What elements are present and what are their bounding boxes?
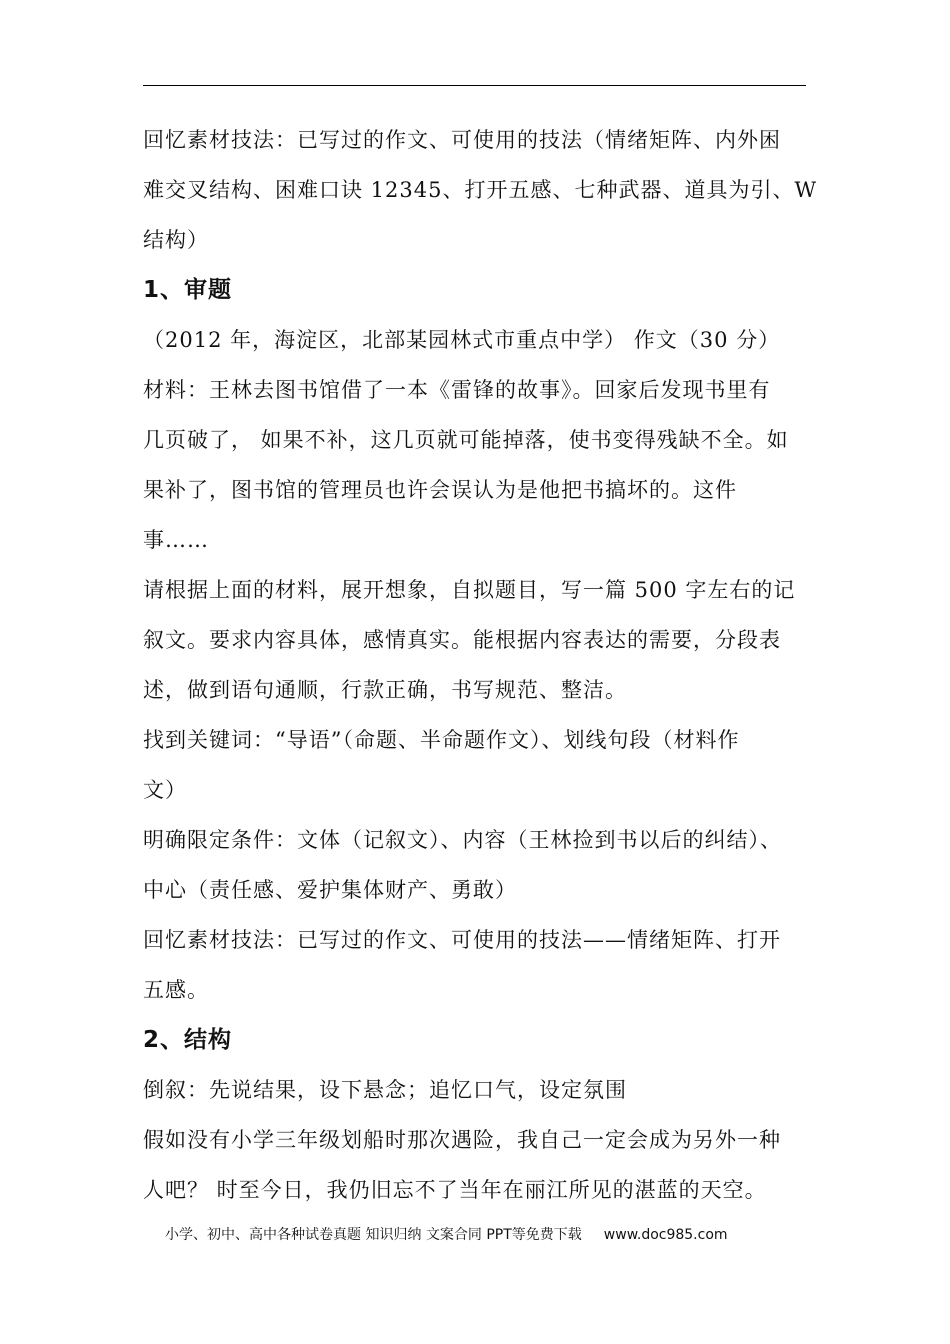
- intro-line-2: 难交叉结构、困难口诀 12345、打开五感、七种武器、道具为引、W: [143, 178, 818, 202]
- section-heading-structure: 2、结构: [143, 1027, 233, 1053]
- section1-line: 果补了，图书馆的管理员也许会误认为是他把书搞坏的。这件: [143, 478, 737, 502]
- section1-line: 事……: [143, 528, 209, 552]
- section1-line: 中心（责任感、爱护集体财产、勇敢）: [143, 878, 517, 902]
- section1-line: 请根据上面的材料，展开想象，自拟题目，写一篇 500 字左右的记: [143, 578, 796, 602]
- section1-line: 材料：王林去图书馆借了一本《雷锋的故事》。回家后发现书里有: [143, 378, 771, 402]
- section1-line: 回忆素材技法：已写过的作文、可使用的技法——情绪矩阵、打开: [143, 928, 781, 952]
- document-body: [143, 115, 818, 1215]
- intro-line-1: 回忆素材技法：已写过的作文、可使用的技法（情绪矩阵、内外困: [143, 128, 781, 152]
- section1-line: 叙文。要求内容具体，感情真实。能根据内容表达的需要，分段表: [143, 628, 781, 652]
- page-footer: [165, 1224, 805, 1244]
- section1-line: 五感。: [143, 978, 209, 1002]
- footer-text: 小学、初中、高中各种试卷真题 知识归纳 文案合同 PPT等免费下载: [165, 1227, 582, 1243]
- section1-line: 述，做到语句通顺，行款正确，书写规范、整洁。: [143, 678, 627, 702]
- section1-line: 找到关键词：“导语”（命题、半命题作文）、划线句段（材料作: [143, 728, 740, 752]
- footer-site-link[interactable]: www.doc985.com: [603, 1227, 728, 1243]
- section2-line: 人吧？ 时至今日，我仍旧忘不了当年在丽江所见的湛蓝的天空。: [143, 1178, 767, 1202]
- intro-line-3: 结构）: [143, 228, 209, 252]
- header-rule: [143, 85, 806, 86]
- section1-line: 明确限定条件：文体（记叙文）、内容（王林捡到书以后的纠结）、: [143, 828, 782, 852]
- section2-line: 倒叙：先说结果，设下悬念；追忆口气，设定氛围: [143, 1078, 627, 1102]
- section1-line: 文）: [143, 778, 187, 802]
- section-heading-review: 1、审题: [143, 277, 233, 303]
- section1-line: （2012 年，海淀区，北部某园林式市重点中学） 作文（30 分）: [143, 328, 781, 352]
- section2-line: 假如没有小学三年级划船时那次遇险，我自己一定会成为另外一种: [143, 1128, 781, 1152]
- section1-line: 几页破了， 如果不补，这几页就可能掉落，使书变得残缺不全。如: [143, 428, 789, 452]
